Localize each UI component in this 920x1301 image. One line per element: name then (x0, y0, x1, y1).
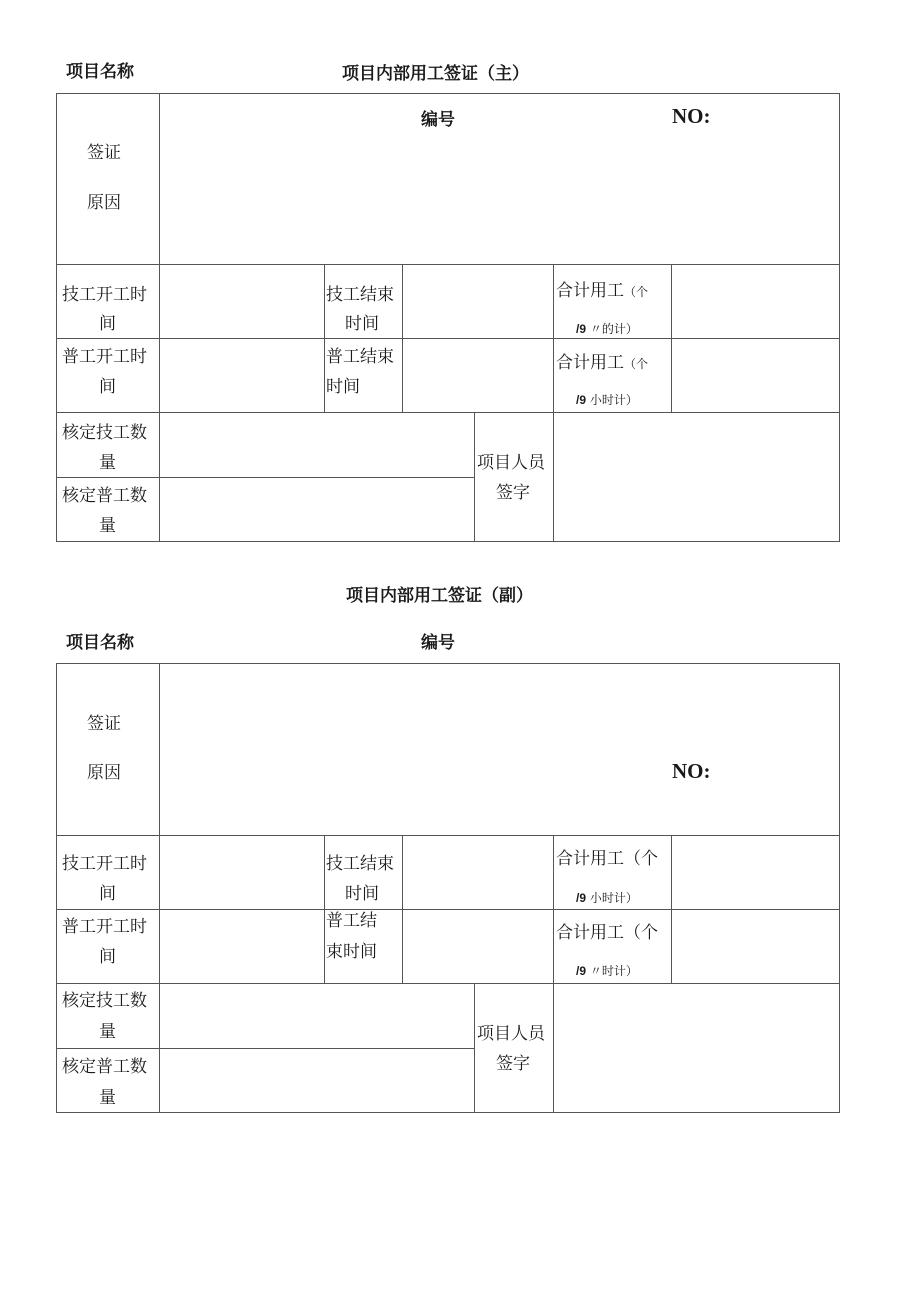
copy-total-2-label-l1: 合计用工（个 (556, 923, 658, 943)
copy-general-end-label-l1: 普工结 (326, 911, 377, 931)
reason-input-cell[interactable] (159, 93, 840, 265)
copy-reason-label-line2: 原因 (87, 763, 121, 783)
copy-total-1-label-l2: /9 小时计） (576, 891, 638, 905)
verify-skilled-label-l2: 量 (99, 453, 116, 473)
skilled-start-label-l1: 技工开工时 (62, 285, 147, 305)
copy-general-end-label-l2: 束时间 (326, 942, 377, 962)
copy-number-label: 编号 (421, 633, 455, 653)
copy-reason-label-cell (56, 663, 160, 836)
copy-total-2-label-l2: /9 〃时计） (576, 964, 638, 978)
verify-skilled-input[interactable] (159, 412, 475, 478)
no-label: NO: (672, 104, 711, 128)
general-start-label-l2: 间 (99, 377, 116, 397)
copy-verify-general-label-l1: 核定普工数 (62, 1057, 147, 1077)
copy-skilled-end-label-l1: 技工结束 (326, 854, 394, 874)
skilled-end-label-l1: 技工结束 (326, 285, 394, 305)
general-start-input[interactable] (159, 338, 325, 413)
copy-no-label: NO: (672, 759, 711, 783)
reason-label-line2: 原因 (87, 193, 121, 213)
copy-total-1-input[interactable] (671, 835, 840, 910)
form-copy-title: 项目内部用工签证（副） (346, 586, 533, 606)
copy-general-start-label-l2: 间 (99, 947, 116, 967)
copy-verify-general-label-l2: 量 (99, 1088, 116, 1108)
copy-signature-input[interactable] (553, 983, 840, 1113)
reason-label-line1: 签证 (87, 143, 121, 163)
copy-verify-general-input[interactable] (159, 1048, 475, 1113)
copy-reason-label-line1: 签证 (87, 714, 121, 734)
verify-general-label-l1: 核定普工数 (62, 486, 147, 506)
verify-skilled-label-l1: 核定技工数 (62, 423, 147, 443)
signature-label-l2: 签字 (496, 483, 530, 503)
general-start-label-l1: 普工开工时 (62, 347, 147, 367)
total-1-input[interactable] (671, 264, 840, 339)
verify-general-label-l2: 量 (99, 516, 116, 536)
copy-general-start-input[interactable] (159, 909, 325, 984)
copy-verify-skilled-label-l2: 量 (99, 1022, 116, 1042)
copy-skilled-start-label-l2: 间 (99, 884, 116, 904)
copy-general-end-input[interactable] (402, 909, 554, 984)
total-1-label-l2: /9 〃的计） (576, 322, 638, 336)
copy-total-2-input[interactable] (671, 909, 840, 984)
total-1-label-l1: 合计用工（个 (556, 281, 649, 301)
copy-skilled-end-input[interactable] (402, 835, 554, 910)
verify-general-input[interactable] (159, 477, 475, 542)
copy-project-name-label: 项目名称 (66, 633, 134, 653)
copy-total-1-label-l1: 合计用工（个 (556, 849, 658, 869)
form-title: 项目内部用工签证（主） (342, 64, 529, 84)
copy-verify-skilled-label-l1: 核定技工数 (62, 991, 147, 1011)
copy-skilled-end-label-l2: 时间 (345, 884, 379, 904)
copy-skilled-start-input[interactable] (159, 835, 325, 910)
copy-reason-input-cell[interactable] (159, 663, 840, 836)
copy-general-start-label-l1: 普工开工时 (62, 917, 147, 937)
skilled-end-input[interactable] (402, 264, 554, 339)
copy-signature-label-l2: 签字 (496, 1054, 530, 1074)
skilled-end-label-l2: 时间 (345, 314, 379, 334)
skilled-start-input[interactable] (159, 264, 325, 339)
total-2-label-l1: 合计用工（个 (556, 353, 649, 373)
reason-label-cell (56, 93, 160, 265)
total-2-input[interactable] (671, 338, 840, 413)
copy-verify-skilled-input[interactable] (159, 983, 475, 1049)
project-name-label: 项目名称 (66, 62, 134, 82)
general-end-input[interactable] (402, 338, 554, 413)
copy-skilled-start-label-l1: 技工开工时 (62, 854, 147, 874)
signature-input[interactable] (553, 412, 840, 542)
signature-label-l1: 项目人员 (477, 453, 545, 473)
number-label: 编号 (421, 110, 455, 130)
total-2-label-l2: /9 小时计） (576, 393, 638, 407)
copy-signature-label-l1: 项目人员 (477, 1024, 545, 1044)
skilled-start-label-l2: 间 (99, 314, 116, 334)
general-end-label-l2: 时间 (326, 377, 360, 397)
general-end-label-l1: 普工结束 (326, 347, 394, 367)
